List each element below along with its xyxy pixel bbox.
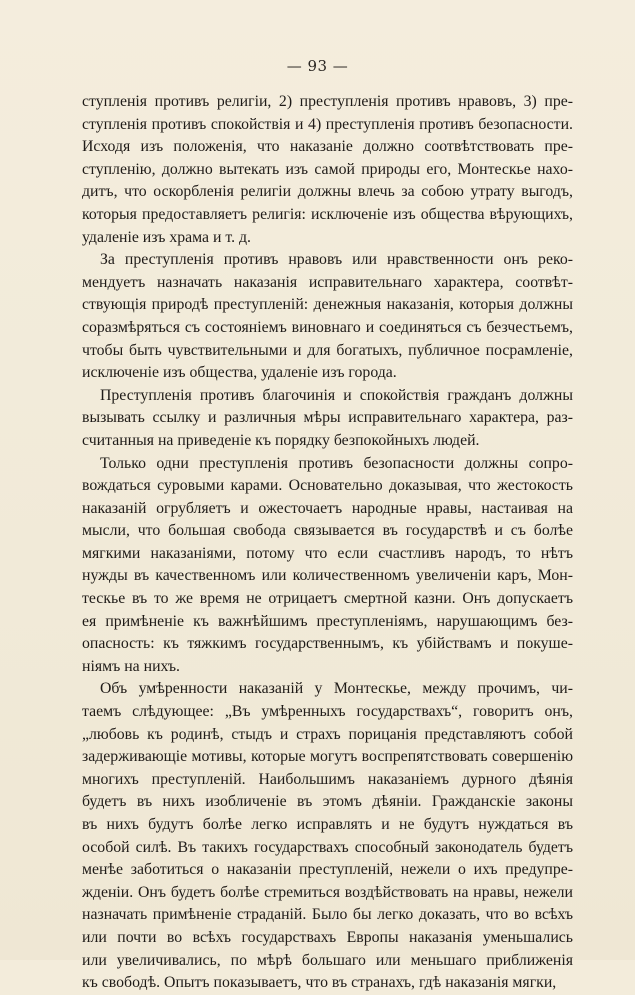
text-line: мягкими наказаніями, потому что если счастливъ народъ, то нѣтъ (82, 544, 573, 562)
text-line: особой силѣ. Въ такихъ государствахъ способный законодатель будетъ (82, 838, 573, 856)
text-line: Только одни преступленія противъ безопасности должны сопро- (100, 454, 573, 472)
text-line: мысли, что большая свобода связывается въ государствѣ и съ болѣе (82, 522, 573, 540)
text-line: жденіи. Онъ будетъ болѣе стремиться воздѣйствовать на нравы, нежели (82, 883, 573, 901)
text-line: менѣе заботиться о наказаніи преступленій, нежели о ихъ предупре- (82, 861, 573, 879)
text-line: многихъ преступленій. Наибольшимъ наказаніемъ дурного дѣянія (82, 770, 573, 788)
paragraph (82, 249, 573, 385)
text-line: тескье въ то же время не отрицаетъ смертной казни. Онъ допускаетъ (82, 590, 573, 608)
page-number: — 93 — (286, 57, 349, 75)
text-line: Объ умѣренности наказаній у Монтескье, между прочимъ, чи- (100, 680, 573, 698)
text-line: чтобы быть чувствительными и для богатыхъ, публичное посрамленіе, (82, 341, 573, 359)
text-line: За преступленія противъ нравовъ или нравственности онъ реко- (100, 251, 573, 269)
text-line: будетъ въ нихъ изобличеніе въ этомъ дѣяніи. Гражданскіе законы (82, 793, 573, 811)
text-line: къ свободѣ. Опытъ показываетъ, что въ странахъ, гдѣ наказанія мягки, (82, 974, 557, 992)
paragraph (82, 453, 573, 679)
text-line: мендуетъ назначать наказанія исправительнаго характера, соотвѣт- (82, 273, 573, 291)
text-line: ступленія противъ религіи, 2) преступленія противъ нравовъ, 3) пре- (82, 93, 573, 110)
text-line: которыя предоставляетъ религія: исключеніе изъ общества вѣрующихъ, (82, 205, 573, 223)
text-line: наказаній огрубляетъ и ожесточаетъ народные нравы, настаивая на (82, 499, 573, 517)
text-line: удаленіе изъ храма и т. д. (82, 228, 251, 246)
text-line: вызывать ссылку и различныя мѣры исправительнаго характера, раз- (82, 409, 573, 427)
text-line: назначать примѣненіе страданій. Было бы легко доказать, что во всѣхъ (82, 906, 573, 924)
text-line: задерживающіе мотивы, которые могутъ воспрепятствовать совершенію (82, 748, 573, 766)
text-line: „любовь къ родинѣ, стыдъ и страхъ порицанія представляютъ собой (82, 725, 573, 743)
text-line: Исходя изъ положенія, что наказаніе должно соотвѣтствовать пре- (82, 138, 573, 156)
text-line: считанныя на приведеніе къ порядку безпокойныхъ людей. (82, 431, 480, 449)
text-line: нужды въ качественномъ или количественномъ увеличеніи каръ, Мон- (82, 567, 573, 585)
text-line: соразмѣряться съ состояніемъ виновнаго и соединяться съ безчестьемъ, (82, 318, 573, 336)
text-line: или увеличивались, по мѣрѣ большаго или меньшаго приближенія (82, 951, 573, 969)
text-line: ступленія противъ спокойствія и 4) преступленія противъ безопасности. (82, 115, 573, 133)
text-line: вождаться суровыми карами. Основательно доказывая, что жестокость (82, 477, 573, 495)
text-line: дитъ, что оскорбленія религіи должны влечь за собою утрату выгодъ, (82, 183, 573, 201)
text-line: ступленію, должно вытекать изъ самой природы его, Монтескье нахо- (82, 160, 573, 178)
text-line: ніямъ на нихъ. (82, 657, 180, 675)
paragraph (82, 678, 573, 994)
text-line: таемъ слѣдующее: „Въ умѣренныхъ государствахъ“, говоритъ онъ, (82, 703, 573, 721)
text-line: опасность: къ тяжкимъ государственнымъ, къ убійствамъ и покуше- (82, 635, 573, 653)
text-line: Преступленія противъ благочинія и спокойствія гражданъ должны (100, 386, 573, 404)
text-line: или почти во всѣхъ государствахъ Европы наказанія уменьшались (82, 928, 573, 946)
paragraph (82, 91, 573, 249)
text-line: исключеніе изъ общества, удаленіе изъ города. (82, 364, 397, 382)
paragraph (82, 385, 573, 453)
text-line: ея примѣненіе къ важнѣйшимъ преступленіямъ, нарушающимъ без- (82, 612, 573, 630)
body-text (82, 91, 573, 995)
text-line: въ нихъ будутъ болѣе легко исправлять и не будутъ нуждаться въ (82, 816, 573, 833)
text-line: ствующія природѣ преступленій: денежныя наказанія, которыя должны (82, 296, 573, 314)
